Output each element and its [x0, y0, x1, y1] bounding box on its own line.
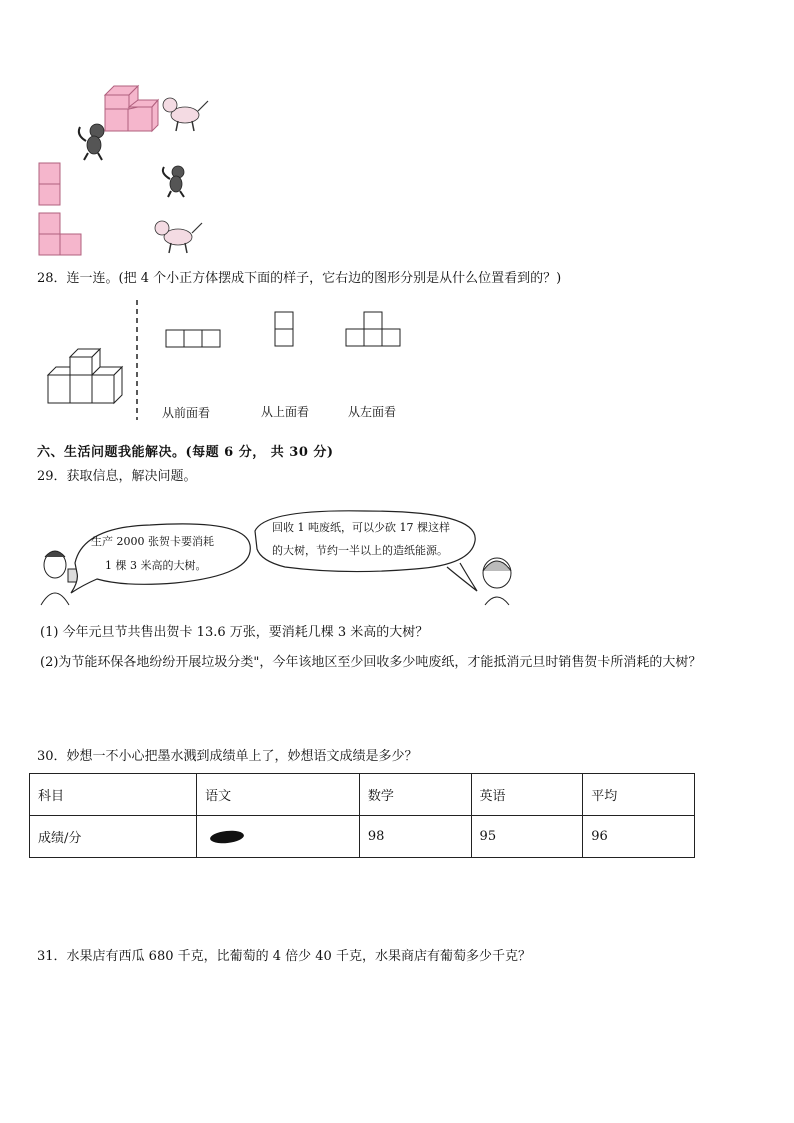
caption-left-view: 从左面看: [348, 405, 397, 419]
bubble-left-line-2: 1 棵 3 米高的大树。: [105, 559, 207, 572]
question-29-text: 29．获取信息，解决问题。: [37, 469, 197, 484]
header-average: 平均: [583, 774, 695, 816]
table-row: [30, 816, 695, 858]
dog-icon: [163, 98, 208, 131]
question-28-text: 28．连一连。(把 4 个小正方体摆成下面的样子，它右边的图形分别是从什么位置看到的？): [37, 271, 562, 286]
question-29-sub-2: (2)为节能环保各地纷纷开展垃圾分类"，今年该地区至少回收多少吨废纸，才能抵消元旦时销售贺卡所消耗的大树？: [40, 655, 702, 670]
question-30-text: 30．妙想一不小心把墨水溅到成绩单上了，妙想语文成绩是多少？: [37, 749, 418, 764]
english-score-cell: 95: [471, 816, 583, 858]
top-view-shape: [275, 312, 293, 346]
bubble-left-line-1: 生产 2000 张贺卡要消耗: [91, 535, 214, 548]
average-score-cell: 96: [583, 816, 695, 858]
cube-arrangement-3d: [48, 349, 122, 403]
header-subject: 科目: [30, 774, 197, 816]
section-6-title: 六、生活问题我能解决。(每题 6 分， 共 30 分): [37, 445, 334, 460]
question-29-sub-1: (1) 今年元旦节共售出贺卡 13.6 万张，要消耗几棵 3 米高的大树？: [40, 625, 429, 640]
man-figure-icon: [41, 551, 78, 605]
monkey-icon-2: [163, 166, 184, 197]
cube-scene-illustration: [30, 75, 230, 260]
ink-blot-icon: [207, 828, 247, 846]
chinese-score-cell: [197, 816, 360, 858]
front-view-shape: [166, 330, 220, 347]
dog-icon-2: [155, 221, 202, 253]
question-31-text: 31．水果店有西瓜 680 千克，比葡萄的 4 倍少 40 千克，水果商店有葡萄多少千克？: [37, 949, 531, 964]
math-score-cell: 98: [359, 816, 471, 858]
row-label-score: 成绩/分: [30, 816, 197, 858]
table-header-row: [30, 774, 695, 816]
pink-cube-stack: [105, 86, 158, 131]
bubble-right-line-2: 的大树，节约一半以上的造纸能源。: [272, 544, 448, 557]
header-english: 英语: [471, 774, 583, 816]
caption-top-view: 从上面看: [261, 405, 310, 419]
girl-figure-icon: [483, 558, 511, 605]
bubble-right-line-1: 回收 1 吨废纸，可以少砍 17 棵这样: [272, 521, 450, 534]
header-chinese: 语文: [197, 774, 360, 816]
caption-front-view: 从前面看: [162, 406, 211, 420]
view-shape-b: [39, 213, 81, 255]
header-math: 数学: [359, 774, 471, 816]
left-view-shape: [346, 312, 400, 346]
monkey-icon: [79, 124, 104, 160]
view-shape-a: [39, 163, 60, 205]
score-table: [29, 773, 695, 858]
